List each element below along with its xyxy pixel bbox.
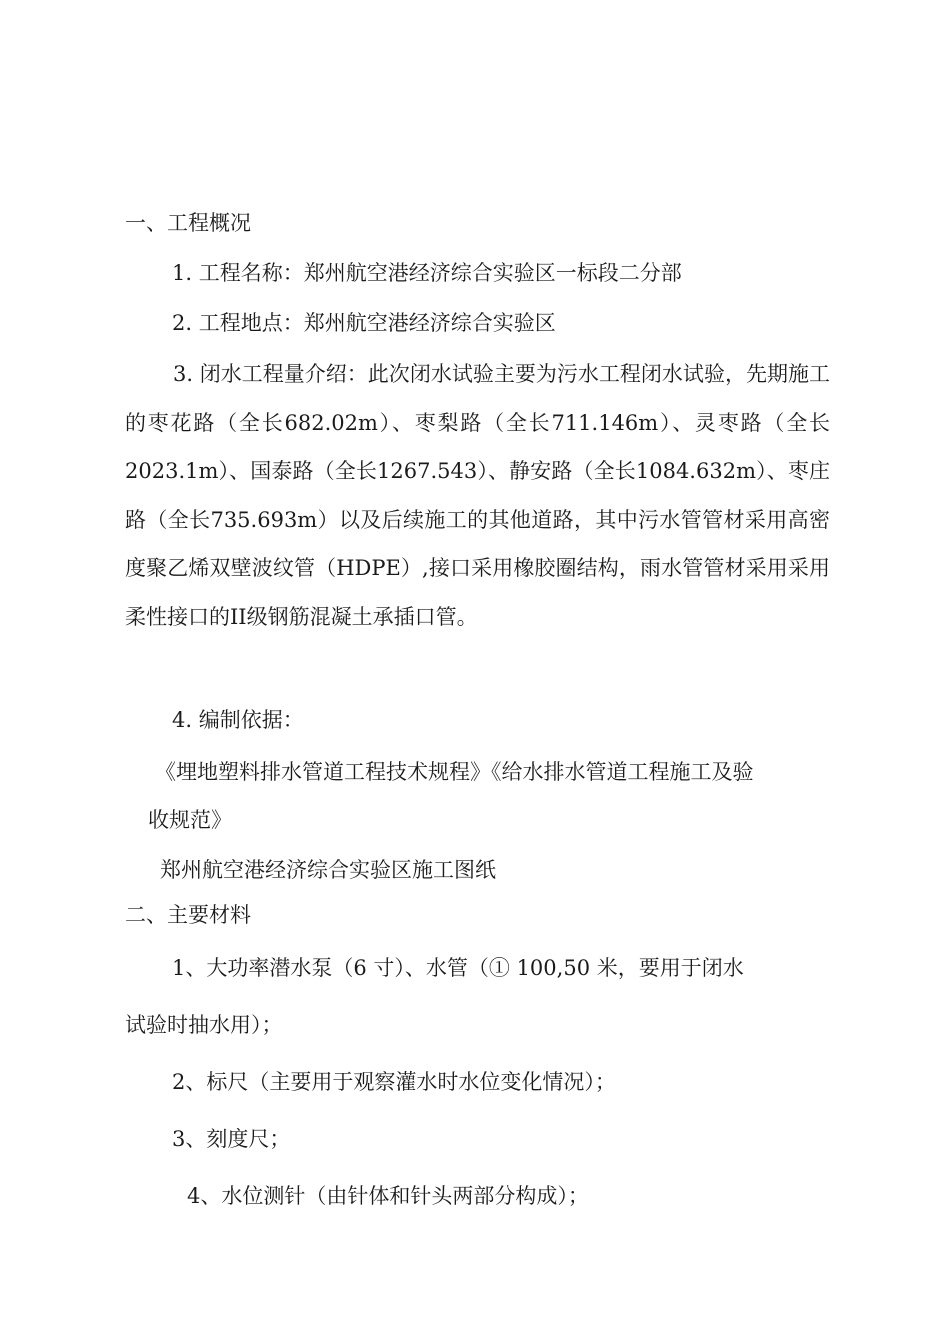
section-heading-overview: 一、工程概况 — [125, 211, 251, 235]
reference-standards-line2: 收规范》 — [148, 808, 232, 832]
project-location: 2. 工程地点：郑州航空港经济综合实验区 — [172, 311, 556, 335]
section-heading-materials: 二、主要材料 — [125, 903, 251, 927]
reference-drawings: 郑州航空港经济综合实验区施工图纸 — [160, 858, 496, 882]
material-pump-line1: 1、大功率潜水泵（6 寸）、水管（① 100,50 米，要用于闭水 — [172, 956, 744, 980]
material-scale-ruler: 3、刻度尺； — [172, 1127, 291, 1151]
reference-standards-line1: 《埋地塑料排水管道工程技术规程》《给水排水管道工程施工及验 — [155, 760, 754, 784]
material-staff-gauge: 2、标尺（主要用于观察灌水时水位变化情况）； — [172, 1070, 616, 1094]
compilation-basis-heading: 4. 编制依据： — [172, 708, 304, 732]
material-water-level-probe: 4、水位测针（由针体和针头两部分构成）； — [187, 1184, 589, 1208]
material-pump-line2: 试验时抽水用）； — [125, 1013, 283, 1037]
project-name: 1. 工程名称：郑州航空港经济综合实验区一标段二分部 — [172, 261, 682, 285]
closed-water-quantity-paragraph: 3. 闭水工程量介绍：此次闭水试验主要为污水工程闭水试验，先期施工的枣花路（全长682.02m）、枣梨路（全长711.146m）、灵枣路（全长2023.1m）、国泰路（全长1267.543）、静安路（全长1084.632m）、枣庄路（全长735.693m）以及后续施工的其他道路，其中污水管管材采用高密度聚乙烯双壁波纹管（HDPE）,接口采用橡胶圈结构，雨水管管材采用采用柔性接口的II级钢筋混凝土承插口管。 — [125, 362, 830, 629]
